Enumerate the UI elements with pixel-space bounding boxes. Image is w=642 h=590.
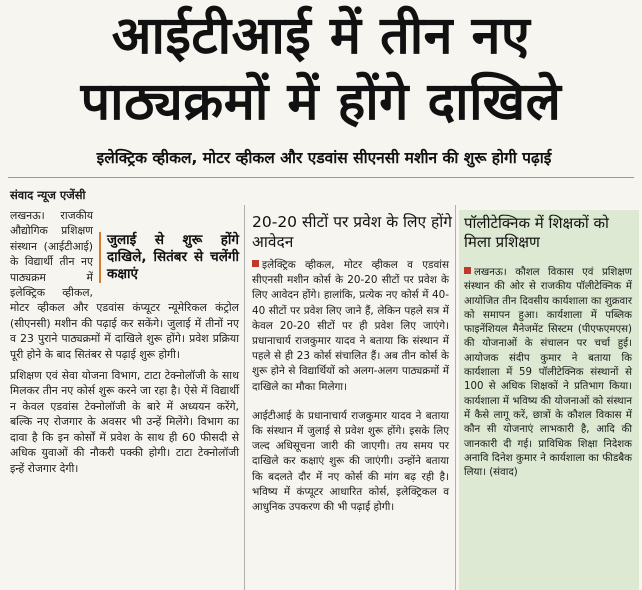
divider-rule — [8, 177, 634, 178]
middle-story-body — [252, 258, 449, 515]
headline-line-1: आईटीआई में तीन नए — [111, 6, 531, 66]
pull-quote: जुलाई से शुरू होंगे दाखिले, सितंबर से चलेंगी कक्षाएं — [99, 232, 239, 283]
column-divider — [244, 205, 245, 590]
subheadline: इलेक्ट्रिक व्हीकल, मोटर व्हीकल और एडवांस सीएनसी मशीन की शुरू होगी पढ़ाई — [96, 149, 552, 167]
right-story-heading: पॉलीटेक्निक में शिक्षकों को मिला प्रशिक्षण — [464, 214, 609, 251]
left-story-body — [10, 208, 239, 476]
middle-story-para-1: इलेक्ट्रिक व्हीकल, मोटर व्हीकल व एडवांस सीएनसी मशीन कोर्स के 20-20 सीटों पर प्रवेश के लिए आवेदन होंगे। हालांकि, प्रत्येक नए कोर्स में 40-40 सीटों पर प्रवेश लिए जाने हैं, लेकिन पहले सत्र में केवल 20-20 सीटों पर ही प्रवेश लिए जाएंगे। प्रधानाचार्य राजकुमार यादव ने बताया कि संस्थान में पहले से ही 23 कोर्स संचालित हैं। अब तीन कोर्स के शुरू होने से विद्यार्थियों को अलग-अलग पाठ्यक्रमों में दाखिले का मौका मिलेगा। — [252, 259, 449, 393]
left-story-para-1: लखनऊ। राजकीय औद्योगिक प्रशिक्षण संस्थान (आईटीआई) के विद्यार्थी तीन नए पाठ्यक्रम में इलेक्ट्रिक व्हीकल, मोटर व्हीकल और एडवांस कंप्यूटर न्यूमेरिकल कंट्रोल (सीएनसी) मशीन की पढ़ाई कर सकेंगे। जुलाई में तीनों नए व 23 पुराने पाठ्यक्रमों में दाखिले शुरू होंगे। प्रवेश प्रक्रिया पूरी होने के बाद सितंबर से पढ़ाई शुरू होगी। — [10, 209, 239, 361]
agency-byline: संवाद न्यूज एजेंसी — [10, 188, 86, 202]
right-story-body — [464, 266, 632, 480]
bullet-icon — [464, 267, 471, 274]
middle-story-heading: 20-20 सीटों पर प्रवेश के लिए होंगे आवेदन — [252, 213, 453, 251]
column-divider — [455, 205, 456, 590]
middle-story-para-2: आईटीआई के प्रधानाचार्य राजकुमार यादव ने बताया कि संस्थान में जुलाई से प्रवेश शुरू होंगे। इसके लिए जल्द अधिसूचना जारी की जाएगी। तय समय पर दाखिले कर कक्षाएं शुरू की जाएंगी। उन्होंने बताया कि बदलते दौर में नए कोर्स की मांग बढ़ रही है। भविष्य में कंप्यूटर आधारित कोर्स, इलेक्ट्रिकल व आधुनिक उपकरण की भी पढ़ाई होगी। — [252, 409, 449, 514]
left-story-para-2: प्रशिक्षण एवं सेवा योजना विभाग, टाटा टेक्नोलॉजी के साथ मिलकर तीन नए कोर्स शुरू करने जा रहा है। ऐसे में विद्यार्थी न केवल एडवांस टेक्नोलॉजी के बारे में अध्ययन करेंगे, बल्कि नए रोजगार के अवसर भी उन्हें मिलेंगे। विभाग का दावा है कि इन कोर्सों में प्रवेश के साथ ही 60 फीसदी से अधिक युवाओं की नौकरी पक्की होगी। टाटा टेक्नोलॉजी इन्हें रोजगार देगी। — [10, 369, 239, 475]
bullet-icon — [252, 260, 259, 267]
right-story-para-1: लखनऊ। कौशल विकास एवं प्रशिक्षण संस्थान की ओर से राजकीय पॉलीटेक्निक में आयोजित तीन दिवसीय कार्यशाला का शुक्रवार को समापन हुआ। कार्यशाला में पब्लिक फाइनेंशियल मैनेजमेंट सिस्टम (पीएफएमएस) की योजनाओं के संचालन पर चर्चा हुई। आयोजक संदीप कुमार ने बताया कि कार्यशाला में 59 पॉलीटेक्निक संस्थानों से 100 से अधिक शिक्षकों ने प्रतिभाग किया। कार्यशाला में भविष्य की योजनाओं को संस्थान में कैसे लागू करें, छात्रों के कौशल विकास में कौन सी योजनाएं लाभकारी है, आदि की जानकारी दी गई। प्राविधिक शिक्षा निदेशक अनावि दिनेश कुमार ने कार्यशाला का फीडबैक लिया। (संवाद) — [464, 267, 632, 479]
headline-line-2: पाठ्यक्रमों में होंगे दाखिले — [80, 72, 562, 132]
